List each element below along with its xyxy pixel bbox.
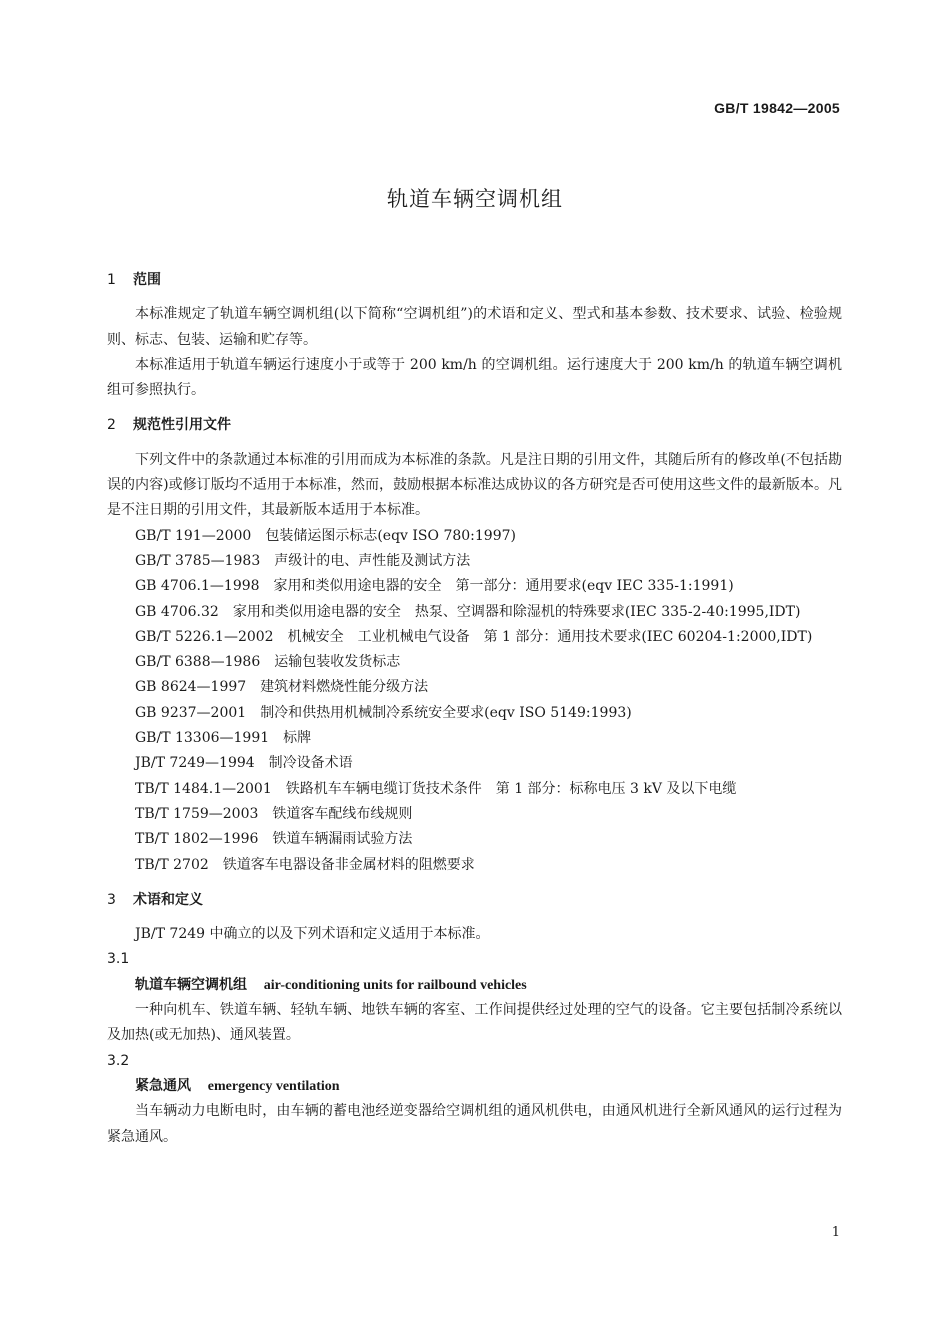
reference-title: 铁道车辆漏雨试验方法 [272, 831, 413, 848]
term-entry [107, 973, 842, 998]
reference-code: JB/T 7249—1994 [135, 755, 255, 772]
reference-item [107, 827, 842, 852]
scope-paragraph: 本标准规定了轨道车辆空调机组(以下简称“空调机组”)的术语和定义、型式和基本参数、技术要求、试验、检验规则、标志、包装、运输和贮存等。 [107, 306, 842, 348]
reference-code: GB 8624—1997 [135, 679, 247, 696]
term-chinese: 紧急通风 [135, 1077, 191, 1094]
document-body [107, 268, 842, 1150]
reference-item [107, 802, 842, 827]
reference-item [107, 726, 842, 751]
reference-code: TB/T 2702 [135, 856, 209, 873]
reference-code: GB/T 3785—1983 [135, 552, 261, 569]
reference-code: GB 4706.32 [135, 603, 219, 620]
reference-item [107, 625, 842, 650]
section-number: 3 [107, 891, 116, 908]
reference-title: 声级计的电、声性能及测试方法 [274, 552, 471, 569]
document-title: 轨道车辆空调机组 [387, 187, 563, 211]
term-chinese: 轨道车辆空调机组 [135, 976, 247, 993]
page-number: 1 [831, 1225, 840, 1240]
section-heading-scope [107, 268, 842, 293]
term-definition: 当车辆动力电断电时，由车辆的蓄电池经逆变器给空调机组的通风机供电，由通风机进行全新风通风的运行过程为紧急通风。 [107, 1103, 842, 1145]
scope-paragraph: 本标准适用于轨道车辆运行速度小于或等于 200 km/h 的空调机组。运行速度大于 200 km/h 的轨道车辆空调机组可参照执行。 [107, 356, 842, 399]
reference-title: 铁道客车配线布线规则 [272, 805, 413, 822]
reference-title: 制冷和供热用机械制冷系统安全要求(eqv ISO 5149:1993) [260, 704, 632, 721]
reference-code: TB/T 1802—1996 [135, 831, 259, 848]
reference-title: 建筑材料燃烧性能分级方法 [260, 679, 429, 696]
reference-item [107, 751, 842, 776]
reference-title: 铁路机车车辆电缆订货技术条件 第 1 部分：标称电压 3 kV 及以下电缆 [285, 780, 737, 797]
section-number: 1 [107, 272, 116, 288]
section-title: 范围 [133, 272, 161, 288]
standard-code: GB/T 19842—2005 [714, 100, 840, 116]
terms-intro: JB/T 7249 中确立的以及下列术语和定义适用于本标准。 [135, 926, 490, 943]
reference-code: GB/T 13306—1991 [135, 730, 270, 747]
clause-number: 3.1 [107, 951, 130, 968]
reference-title: 铁道客车电器设备非金属材料的阻燃要求 [222, 856, 475, 873]
reference-item [107, 650, 842, 675]
reference-item [107, 701, 842, 726]
reference-title: 包装储运图示标志(eqv ISO 780:1997) [265, 527, 516, 544]
section-number: 2 [107, 417, 116, 434]
term-definition: 一种向机车、铁道车辆、轻轨车辆、地铁车辆的客室、工作间提供经过处理的空气的设备。它主要包括制冷系统以及加热(或无加热)、通风装置。 [107, 1002, 842, 1044]
reference-code: GB 9237—2001 [135, 704, 247, 721]
term-english: air-conditioning units for railbound vehicles [263, 977, 527, 993]
reference-item [107, 853, 842, 878]
reference-title: 制冷设备术语 [268, 755, 353, 772]
section-heading-normative-references [107, 413, 842, 438]
reference-title: 标牌 [283, 730, 312, 747]
references-intro: 下列文件中的条款通过本标准的引用而成为本标准的条款。凡是注日期的引用文件，其随后所有的修改单(不包括勘误的内容)或修订版均不适用于本标准，然而，鼓励根据本标准达成协议的各方研究是否可使用这些文件的最新版本。凡是不注日期的引用文件，其最新版本适用于本标准。 [107, 451, 842, 519]
term-entry [107, 1074, 842, 1099]
section-title: 术语和定义 [133, 891, 203, 908]
reference-item [107, 600, 842, 625]
reference-title: 机械安全 工业机械电气设备 第 1 部分：通用技术要求(IEC 60204-1:2000,IDT) [287, 628, 813, 645]
section-title: 规范性引用文件 [133, 417, 231, 434]
clause-number: 3.2 [107, 1052, 130, 1069]
reference-code: GB/T 6388—1986 [135, 654, 261, 671]
reference-code: GB/T 191—2000 [135, 527, 252, 544]
reference-item [107, 549, 842, 574]
reference-code: TB/T 1759—2003 [135, 805, 259, 822]
reference-code: GB 4706.1—1998 [135, 578, 260, 595]
term-english: emergency ventilation [207, 1078, 340, 1094]
reference-title: 家用和类似用途电器的安全 热泵、空调器和除湿机的特殊要求(IEC 335-2-40:1995,IDT) [232, 603, 801, 620]
reference-item [107, 675, 842, 700]
reference-title: 家用和类似用途电器的安全 第一部分：通用要求(eqv IEC 335-1:1991) [273, 578, 734, 595]
reference-title: 运输包装收发货标志 [274, 654, 401, 671]
reference-item [107, 777, 842, 802]
reference-code: TB/T 1484.1—2001 [135, 780, 272, 797]
section-heading-terms-and-definitions [107, 888, 842, 913]
reference-item [107, 524, 842, 549]
reference-item [107, 574, 842, 599]
reference-code: GB/T 5226.1—2002 [135, 628, 274, 645]
